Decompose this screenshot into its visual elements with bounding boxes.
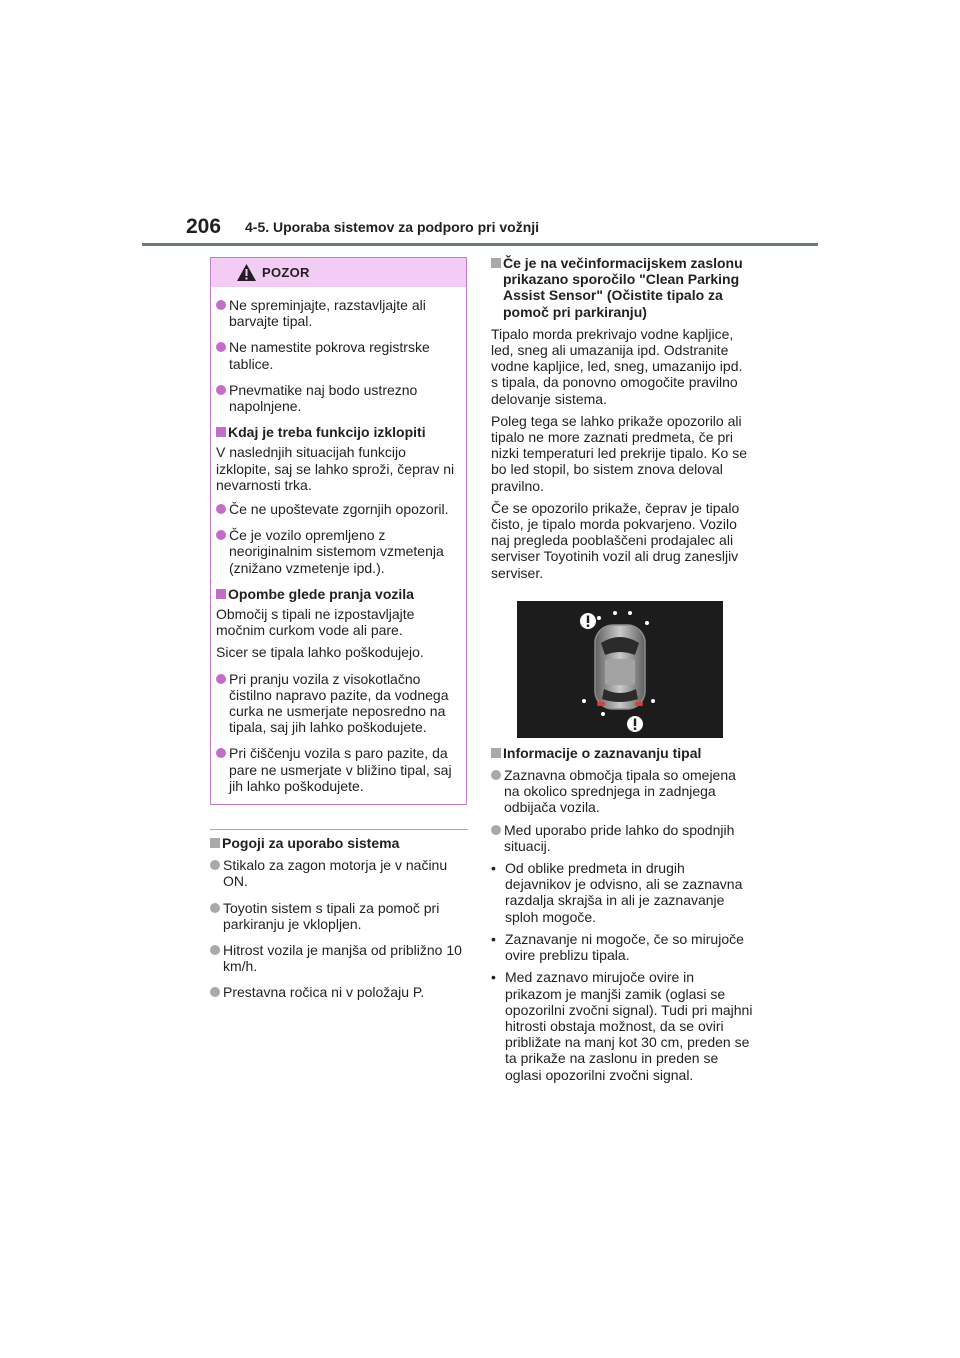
bullet-glyph: • [491, 930, 496, 947]
paragraph: Če se opozorilo prikaže, čeprav je tipalo čisto, je tipalo morda pokvarjeno. Vozilo naj pregleda pooblaščeni prodajalec ali serviser Toyotinih vozil ali drug zanesljiv serviser. [491, 499, 740, 581]
bullet-dot [210, 903, 220, 913]
heading-square [491, 748, 501, 758]
bullet-dot [491, 825, 501, 835]
list-item: Toyotin sistem s tipali za pomoč pri parkiranju je vklopljen. [210, 900, 468, 932]
parking-sensor-figure [517, 601, 723, 738]
right-column [491, 255, 753, 1089]
caution-body [211, 287, 466, 794]
bullet-dot [216, 300, 226, 310]
conditions-heading: Pogoji za uporabo sistema [210, 835, 468, 851]
paragraph: Poleg tega se lahko prikaže opozorilo ali tipalo ne more zaznati predmeta, če pri nizki temperaturi led prekrije tipalo. Ko se bo led stopil, bo sistem znova deloval pravilno. [491, 412, 748, 494]
alert-icon-front [580, 613, 596, 629]
disable-text: V naslednjih situacijah funkcijo izklopite, saj se lahko sproži, čeprav ni nevarnosti trka. [216, 444, 455, 493]
caution-label: POZOR [262, 265, 310, 280]
list-item: Zaznavna območja tipala so omejena na okolico sprednjega in zadnjega odbijača vozila. [491, 767, 753, 816]
list-item: Pri čiščenju vozila s paro pazite, da pare ne usmerjate v bližino tipal, saj jih lahko poškodujete. [216, 745, 460, 794]
heading-square [216, 427, 226, 437]
dash-list-item: • Od oblike predmeta in drugih dejavnikov je odvisno, ali se zaznavna razdalja skrajša in ali je zaznavanje sploh mogoče. [491, 860, 743, 925]
bullet-dot [216, 530, 226, 540]
bullet-dot [491, 770, 501, 780]
heading-square [210, 838, 220, 848]
washing-text-1: Območij s tipali ne izpostavljajte močnim curkom vode ali pare. [216, 606, 415, 639]
warning-triangle-icon [236, 263, 257, 282]
list-item: Stikalo za zagon motorja je v načinu ON. [210, 857, 468, 889]
bullet-dot [210, 860, 220, 870]
list-item: Prestavna ročica ni v položaju P. [210, 984, 468, 1000]
list-item: Pnevmatike naj bodo ustrezno napolnjene. [216, 382, 460, 414]
alert-icon-rear [627, 716, 643, 732]
bullet-dot [210, 987, 220, 997]
bullet-dot [216, 504, 226, 514]
detection-heading: Informacije o zaznavanju tipal [491, 745, 753, 761]
disable-heading: Kdaj je treba funkcijo izklopiti [216, 424, 460, 440]
bullet-dot [216, 342, 226, 352]
bullet-dot [216, 748, 226, 758]
heading-square [491, 258, 501, 268]
bullet-glyph: • [491, 860, 496, 877]
list-item: Med uporabo pride lahko do spodnjih situacij. [491, 822, 753, 854]
section-title: 4-5. Uporaba sistemov za podporo pri vožnji [245, 219, 540, 235]
caution-box [210, 257, 467, 805]
dash-list-item: • Med zaznavo mirujoče ovire in prikazom je manjši zamik (oglasi se opozorilni zvočni signal). Tudi pri majhni hitrosti obstaja možnost, da se oviri približate na manj kot 30 cm, preden se ta prikaže na zaslonu in preden se oglasi opozorilni zvočni signal. [491, 969, 753, 1083]
bullet-dot [216, 385, 226, 395]
list-item: Pri pranju vozila z visokotlačno čistilno napravo pazite, da vodnega curka ne usmerjate neposredno na tipala, saj jih lahko poškodujete. [216, 671, 460, 736]
caution-header [211, 258, 466, 287]
paragraph: Tipalo morda prekrivajo vodne kapljice, led, sneg ali umazanija ipd. Odstranite vodne kapljice, led, sneg, umazanijo ipd. s tipala, da ponovno omogočite pravilno delovanje sistema. [491, 325, 743, 407]
list-item: Ne spreminjajte, razstavljajte ali barvajte tipal. [216, 297, 460, 329]
heading-square [216, 589, 226, 599]
page-number: 206 [186, 215, 222, 238]
list-item: Če je vozilo opremljeno z neoriginalnim sistemom vzmetenja (znižano vzmetenje ipd.). [216, 527, 460, 576]
list-item: Če ne upoštevate zgornjih opozoril. [216, 501, 460, 517]
conditions-section [210, 830, 468, 1011]
washing-heading: Opombe glede pranja vozila [216, 586, 460, 602]
parking-sensor-illustration [517, 601, 723, 738]
list-item: Ne namestite pokrova registrske tablice. [216, 339, 460, 371]
bullet-dot [210, 945, 220, 955]
bullet-dot [216, 674, 226, 684]
list-item: Hitrost vozila je manjša od približno 10 km/h. [210, 942, 468, 974]
washing-text-2: Sicer se tipala lahko poškodujejo. [216, 644, 424, 661]
clean-sensor-heading: Če je na večinformacijskem zaslonu prikazano sporočilo "Clean Parking Assist Sensor" (Očistite tipalo za pomoč pri parkiranju) [491, 255, 753, 320]
car-top-view-icon [595, 625, 645, 709]
dash-list-item: • Zaznavanje ni mogoče, če so mirujoče ovire preblizu tipala. [491, 930, 744, 964]
bullet-glyph: • [491, 969, 496, 986]
header-rule [142, 243, 818, 246]
